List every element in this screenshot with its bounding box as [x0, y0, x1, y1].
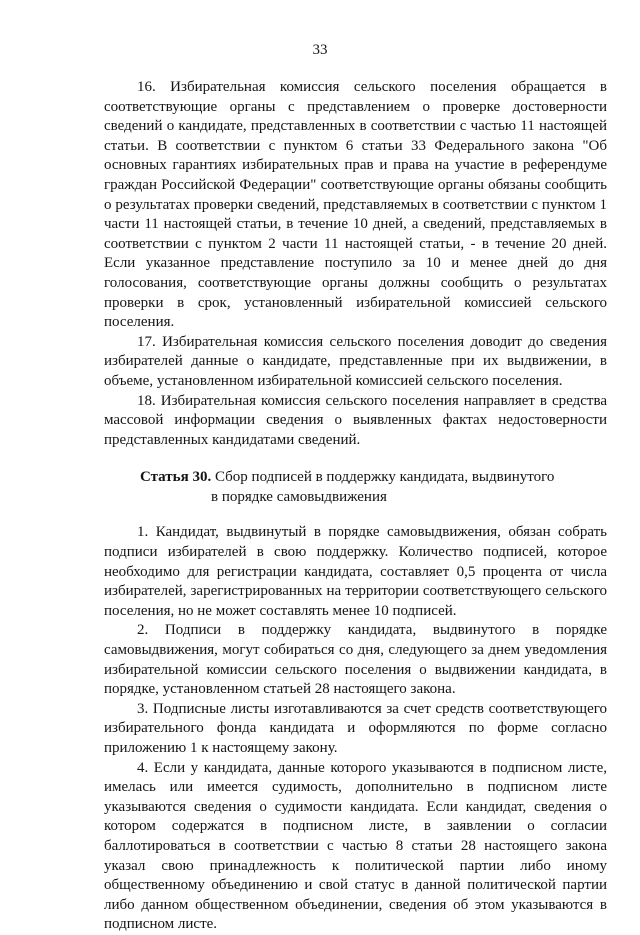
article-30-paragraph-1: 1. Кандидат, выдвинутый в порядке самовыдвижения, обязан собрать подписи избирателей в свою поддержку. Количество подписей, которое необходимо для регистрации кандидата, составляет 0,5 процента от числа избирателей, зарегистрированных на территории соответствующего сельского поселения, но не может составлять менее 10 подписей.	[104, 524, 607, 619]
article-heading	[104, 468, 607, 507]
article-heading-line1	[140, 468, 607, 488]
paragraph-18: 18. Избирательная комиссия сельского поселения направляет в средства массовой информации сведения о выявленных фактах недостоверности представленных кандидатами сведений.	[104, 392, 607, 448]
paragraph-16: 16. Избирательная комиссия сельского поселения обращается в соответствующие органы с представлением о проверке достоверности сведений о кандидате, представленных в соответствии с частью 11 настоящей статьи. В соответствии с пунктом 6 статьи 33 Федерального закона "Об основных гарантиях избирательных прав и права на участие в референдуме граждан Российской Федерации" соответствующие органы обязаны сообщить о результатах проверки сведений, представляемых в соответствии с пунктом 1 части 11 настоящей статьи, в течение 10 дней, а сведений, представляемых в соответствии с пунктом 2 части 11 настоящей статьи, - в течение 20 дней. Если указанное представление поступило за 10 и менее дней до дня голосования, соответствующие органы должны сообщить о результатах проверки в срок, установленный избирательной комиссией сельского поселения.	[104, 79, 607, 331]
article-label: Статья 30.	[140, 469, 212, 486]
article-30-paragraph-2: 2. Подписи в поддержку кандидата, выдвинутого в порядке самовыдвижения, могут собираться со дня, следующего за днем уведомления избирательной комиссии сельского поселения о выдвижении кандидата, в порядке, установленном статьей 28 настоящего закона.	[104, 622, 607, 698]
article-title-line2: в порядке самовыдвижения	[211, 488, 387, 505]
paragraph-17: 17. Избирательная комиссия сельского поселения доводит до сведения избирателей данные о кандидате, представленные при их выдвижении, в объеме, установленном избирательной комиссией сельского поселения.	[104, 333, 607, 389]
article-title-line1: Сбор подписей в поддержку кандидата, выдвинутого	[214, 469, 555, 486]
article-30-paragraph-3: 3. Подписные листы изготавливаются за счет средств соответствующего избирательного фонда кандидата и оформляются по форме согласно приложению 1 к настоящему закону.	[104, 700, 607, 756]
page-number: 33	[312, 42, 328, 58]
page-content	[104, 78, 607, 935]
article-30-paragraph-4: 4. Если у кандидата, данные которого указываются в подписном листе, имелась или имеется судимость, дополнительно в подписном листе указываются сведения о судимости кандидата. Если кандидат, сведения о котором содержатся в подписном листе, в заявлении о согласии баллотироваться в соответствии с частью 8 статьи 28 настоящего закона указал свою принадлежность к политической партии либо иному общественному объединению и свой статус в данной политической партии либо данном общественном объединении, сведения об этом указываются в подписном листе.	[104, 759, 607, 933]
